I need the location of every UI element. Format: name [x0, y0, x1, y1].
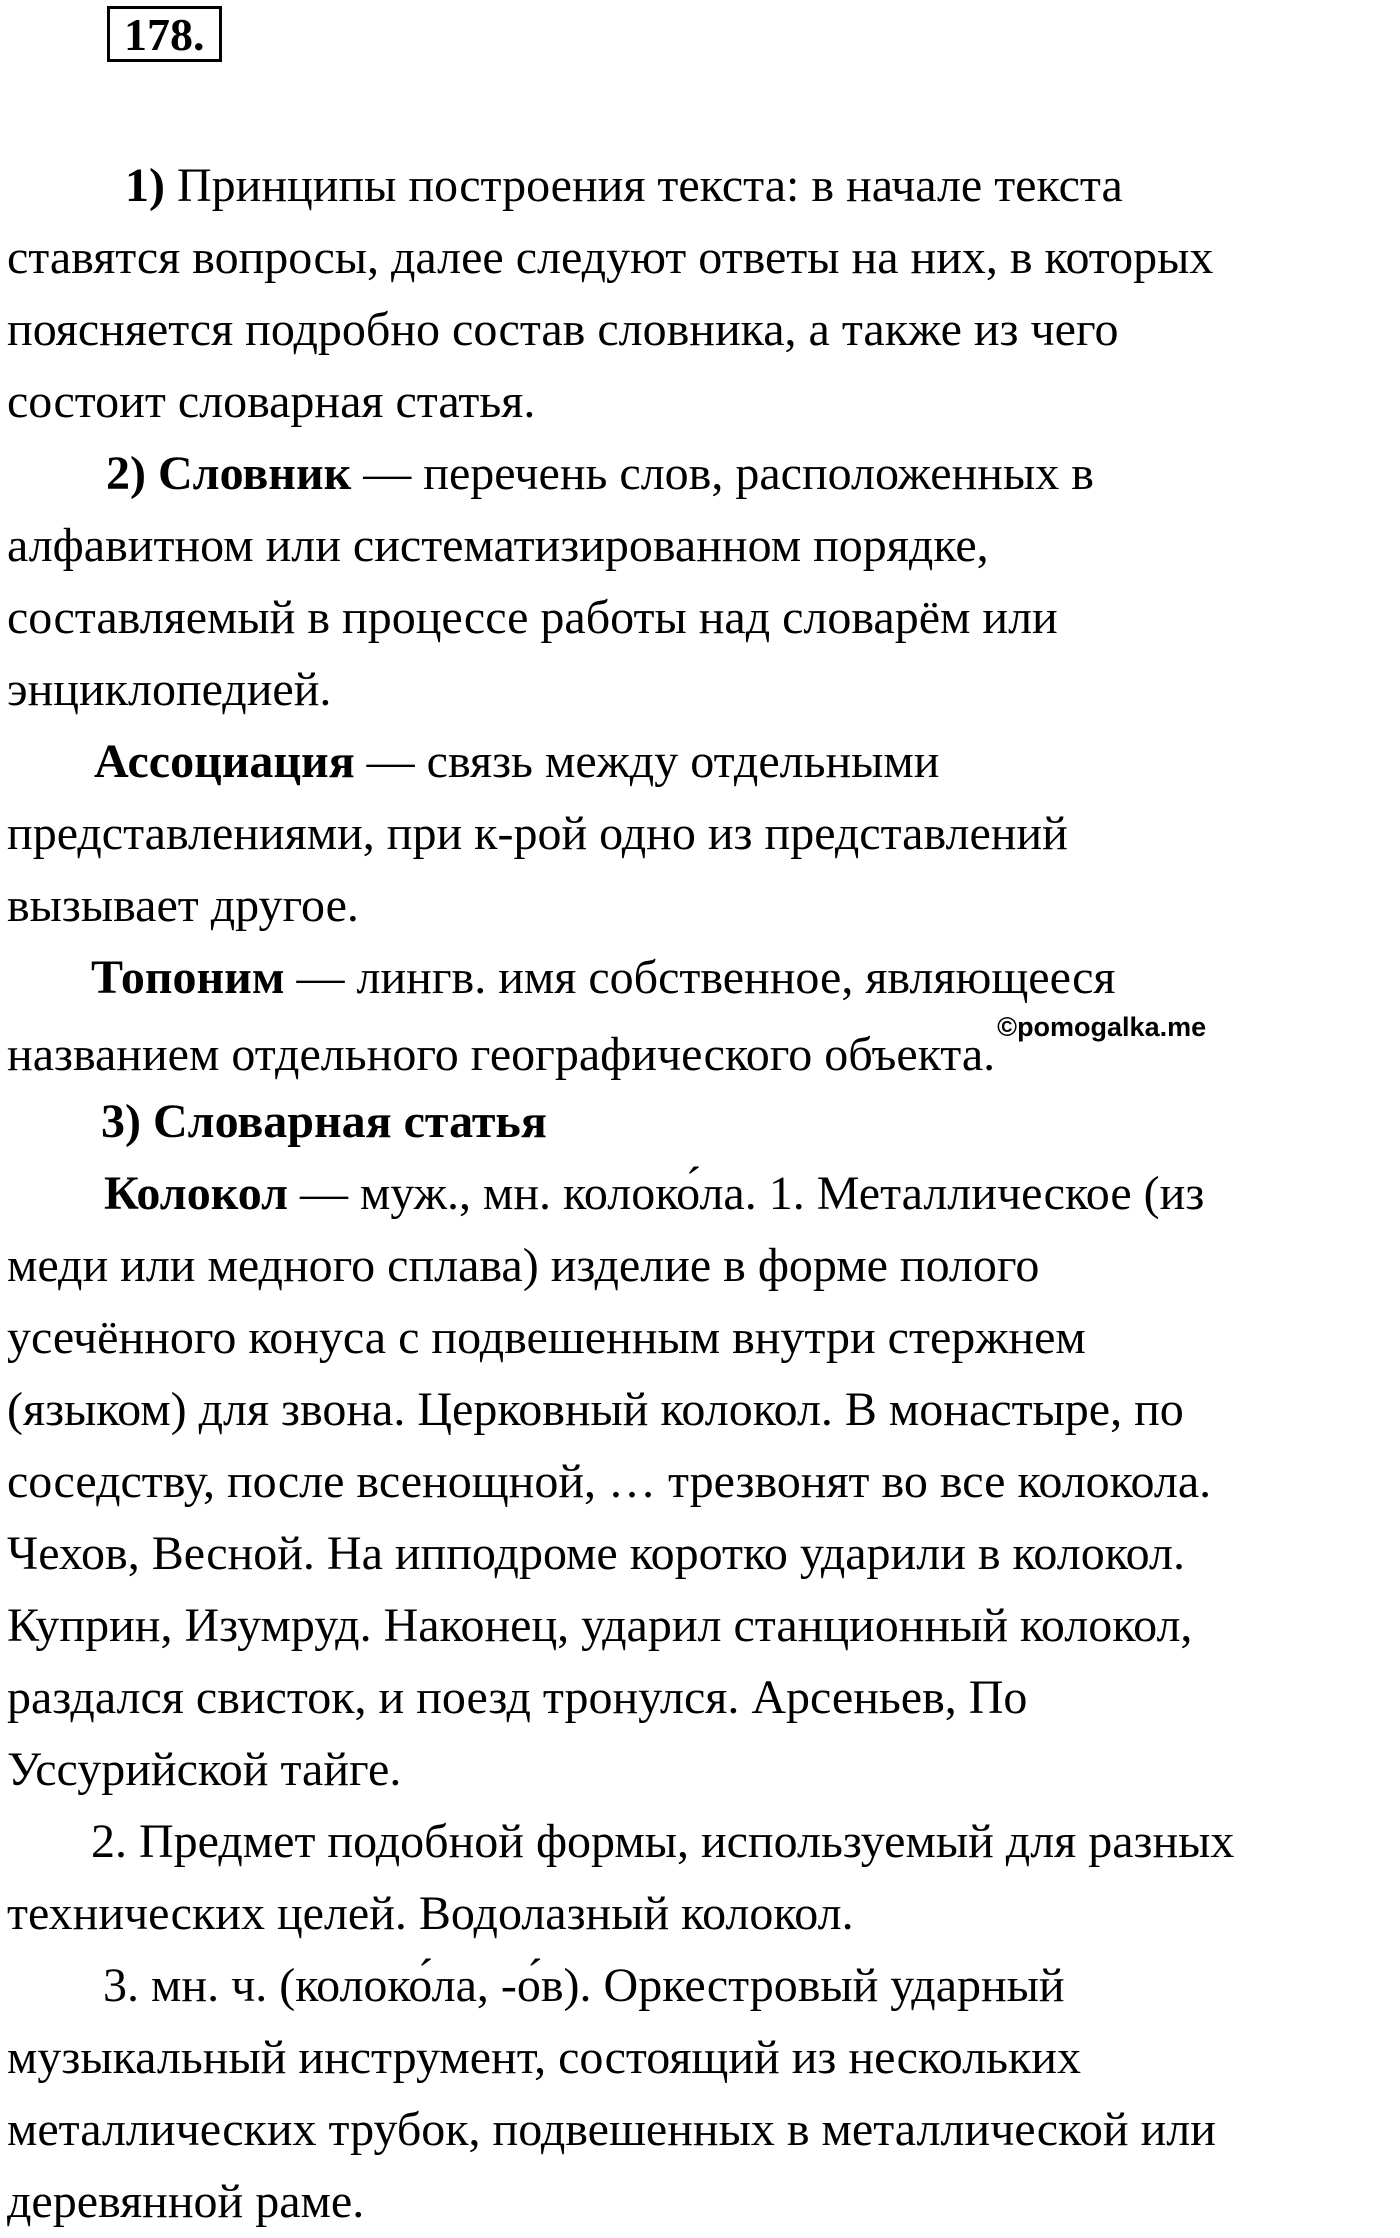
paragraph [7, 438, 1400, 726]
paragraph [7, 1086, 1400, 1158]
text-line [7, 1878, 1400, 1950]
text-line [7, 1950, 1400, 2022]
bold-term: Ассоциация [94, 735, 355, 788]
text-segment: Уссурийской тайге. [7, 1743, 402, 1796]
text-segment: Чехов, Весной. На ипподроме коротко ударили в колокол. [7, 1527, 1185, 1580]
text-segment: технических целей. Водолазный колокол. [7, 1887, 854, 1940]
text-line [7, 222, 1400, 294]
bold-term: 1) [125, 159, 165, 212]
text-line [7, 1302, 1400, 1374]
text-line [7, 726, 1400, 798]
text-segment: музыкальный инструмент, состоящий из нескольких [7, 2031, 1081, 2084]
text-segment: 3. мн. ч. (колоко́ла, -о́в). Оркестровый ударный [103, 1959, 1065, 2012]
text-line [7, 1806, 1400, 1878]
text-segment: вызывает другое. [7, 879, 359, 932]
text-line [7, 2022, 1400, 2094]
text-line [7, 942, 1400, 1014]
text-segment: (языком) для звона. Церковный колокол. В монастыре, по [7, 1383, 1184, 1436]
text-segment: деревянной раме. [7, 2175, 365, 2228]
text-segment: Принципы построения текста: в начале текста [164, 159, 1123, 212]
text-segment: алфавитном или систематизированном порядке, [7, 519, 989, 572]
text-segment: металлических трубок, подвешенных в металлической или [7, 2103, 1216, 2156]
paragraph [7, 1158, 1400, 1806]
text-line [7, 150, 1400, 222]
bold-term: 2) Словник [106, 447, 352, 500]
paragraph [7, 942, 1400, 1086]
text-segment: состоит словарная статья. [7, 375, 536, 428]
text-line [7, 2094, 1400, 2166]
text-line [7, 654, 1400, 726]
text-line [7, 438, 1400, 510]
text-line [7, 366, 1400, 438]
text-segment: раздался свисток, и поезд тронулся. Арсеньев, По [7, 1671, 1028, 1724]
text-segment: энциклопедией. [7, 663, 332, 716]
text-segment: представлениями, при к-рой одно из представлений [7, 807, 1068, 860]
text-line [7, 1662, 1400, 1734]
text-segment: усечённого конуса с подвешенным внутри стержнем [7, 1311, 1086, 1364]
text-line [7, 294, 1400, 366]
text-segment: меди или медного сплава) изделие в форме полого [7, 1239, 1040, 1292]
text-line [7, 1014, 1400, 1086]
text-line [7, 870, 1400, 942]
paragraph [7, 726, 1400, 942]
text-segment: поясняется подробно состав словника, а также из чего [7, 303, 1119, 356]
text-line [7, 1518, 1400, 1590]
text-line [7, 1086, 1400, 1158]
text-segment: ставятся вопросы, далее следуют ответы на них, в которых [7, 231, 1214, 284]
text-line [7, 1158, 1400, 1230]
text-line [7, 1734, 1400, 1806]
text-segment: — связь между отдельными [354, 735, 940, 788]
paragraph [7, 150, 1400, 438]
task-number-box: 178. [107, 6, 222, 62]
text-line [7, 510, 1400, 582]
text-segment: — лингв. имя собственное, являющееся [284, 951, 1116, 1004]
text-segment: составляемый в процессе работы над словарём или [7, 591, 1058, 644]
bold-term: Колокол [104, 1167, 289, 1220]
text-line [7, 1446, 1400, 1518]
text-segment: названием отдельного географического объекта. [7, 1028, 996, 1081]
text-line [7, 2166, 1400, 2238]
text-line [7, 1590, 1400, 1662]
text-segment: — муж., мн. колоко́ла. 1. Металлическое (из [288, 1167, 1205, 1220]
text-line [7, 1230, 1400, 1302]
answer-text [7, 150, 1400, 2238]
text-line [7, 582, 1400, 654]
text-segment: 2. Предмет подобной формы, используемый для разных [91, 1815, 1235, 1868]
paragraph [7, 1950, 1400, 2238]
text-segment: — перечень слов, расположенных в [351, 447, 1094, 500]
bold-term: 3) Словарная статья [101, 1095, 547, 1148]
text-segment: Куприн, Изумруд. Наконец, ударил станционный колокол, [7, 1599, 1193, 1652]
text-line [7, 1374, 1400, 1446]
watermark: ©pomogalka.me [997, 1012, 1207, 1042]
text-line [7, 798, 1400, 870]
bold-term: Топоним [91, 951, 285, 1004]
text-segment: соседству, после всенощной, … трезвонят во все колокола. [7, 1455, 1212, 1508]
paragraph [7, 1806, 1400, 1950]
